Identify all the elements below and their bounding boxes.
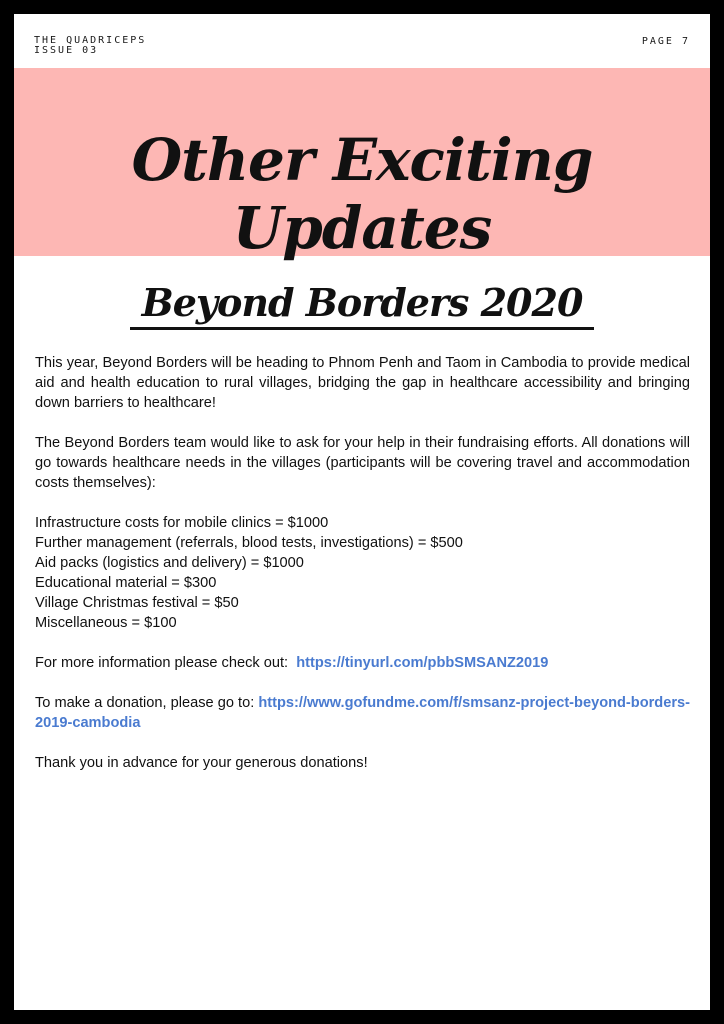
cost-list [35, 513, 690, 633]
title-banner [14, 68, 710, 262]
publication-name: THE QUADRICEPS [34, 35, 147, 46]
newsletter-page [14, 14, 710, 1010]
list-item: Miscellaneous = $100 [35, 615, 177, 631]
list-item: Further management (referrals, blood tests, investigations) = $500 [35, 535, 463, 551]
thanks-line: Thank you in advance for your generous donations! [35, 755, 368, 771]
list-item: Educational material = $300 [35, 575, 217, 591]
page-title: Other Exciting Updates [131, 126, 593, 262]
info-line [35, 653, 690, 673]
list-item: Infrastructure costs for mobile clinics = $1000 [35, 515, 329, 531]
article-body [35, 353, 690, 773]
info-link[interactable]: https://tinyurl.com/pbbSMSANZ2019 [296, 655, 549, 671]
list-item: Aid packs (logistics and delivery) = $1000 [35, 555, 304, 571]
info-text: For more information please check out: [35, 655, 289, 671]
issue-number: ISSUE 03 [34, 45, 99, 56]
donate-line [35, 693, 690, 733]
donate-text: To make a donation, please go to: [35, 695, 255, 711]
publication-header [34, 36, 146, 56]
list-item: Village Christmas festival = $50 [35, 595, 239, 611]
section-heading [14, 280, 710, 330]
donate-link[interactable]: https://www.gofundme.com/f/smsanz-project-beyond-borders-2019-cambodia [35, 695, 690, 731]
page-number: PAGE 7 [641, 36, 690, 47]
paragraph-intro: This year, Beyond Borders will be heading to Phnom Penh and Taom in Cambodia to provide medical aid and health education to rural villages, bridging the gap in healthcare accessibility and bringing down barriers to healthcare! [35, 355, 690, 411]
section-title: Beyond Borders 2020 [130, 280, 595, 330]
paragraph-fundraising: The Beyond Borders team would like to ask for your help in their fundraising efforts. All donations will go towards healthcare needs in the villages (participants will be covering travel and accommodation costs themselves): [35, 435, 690, 491]
